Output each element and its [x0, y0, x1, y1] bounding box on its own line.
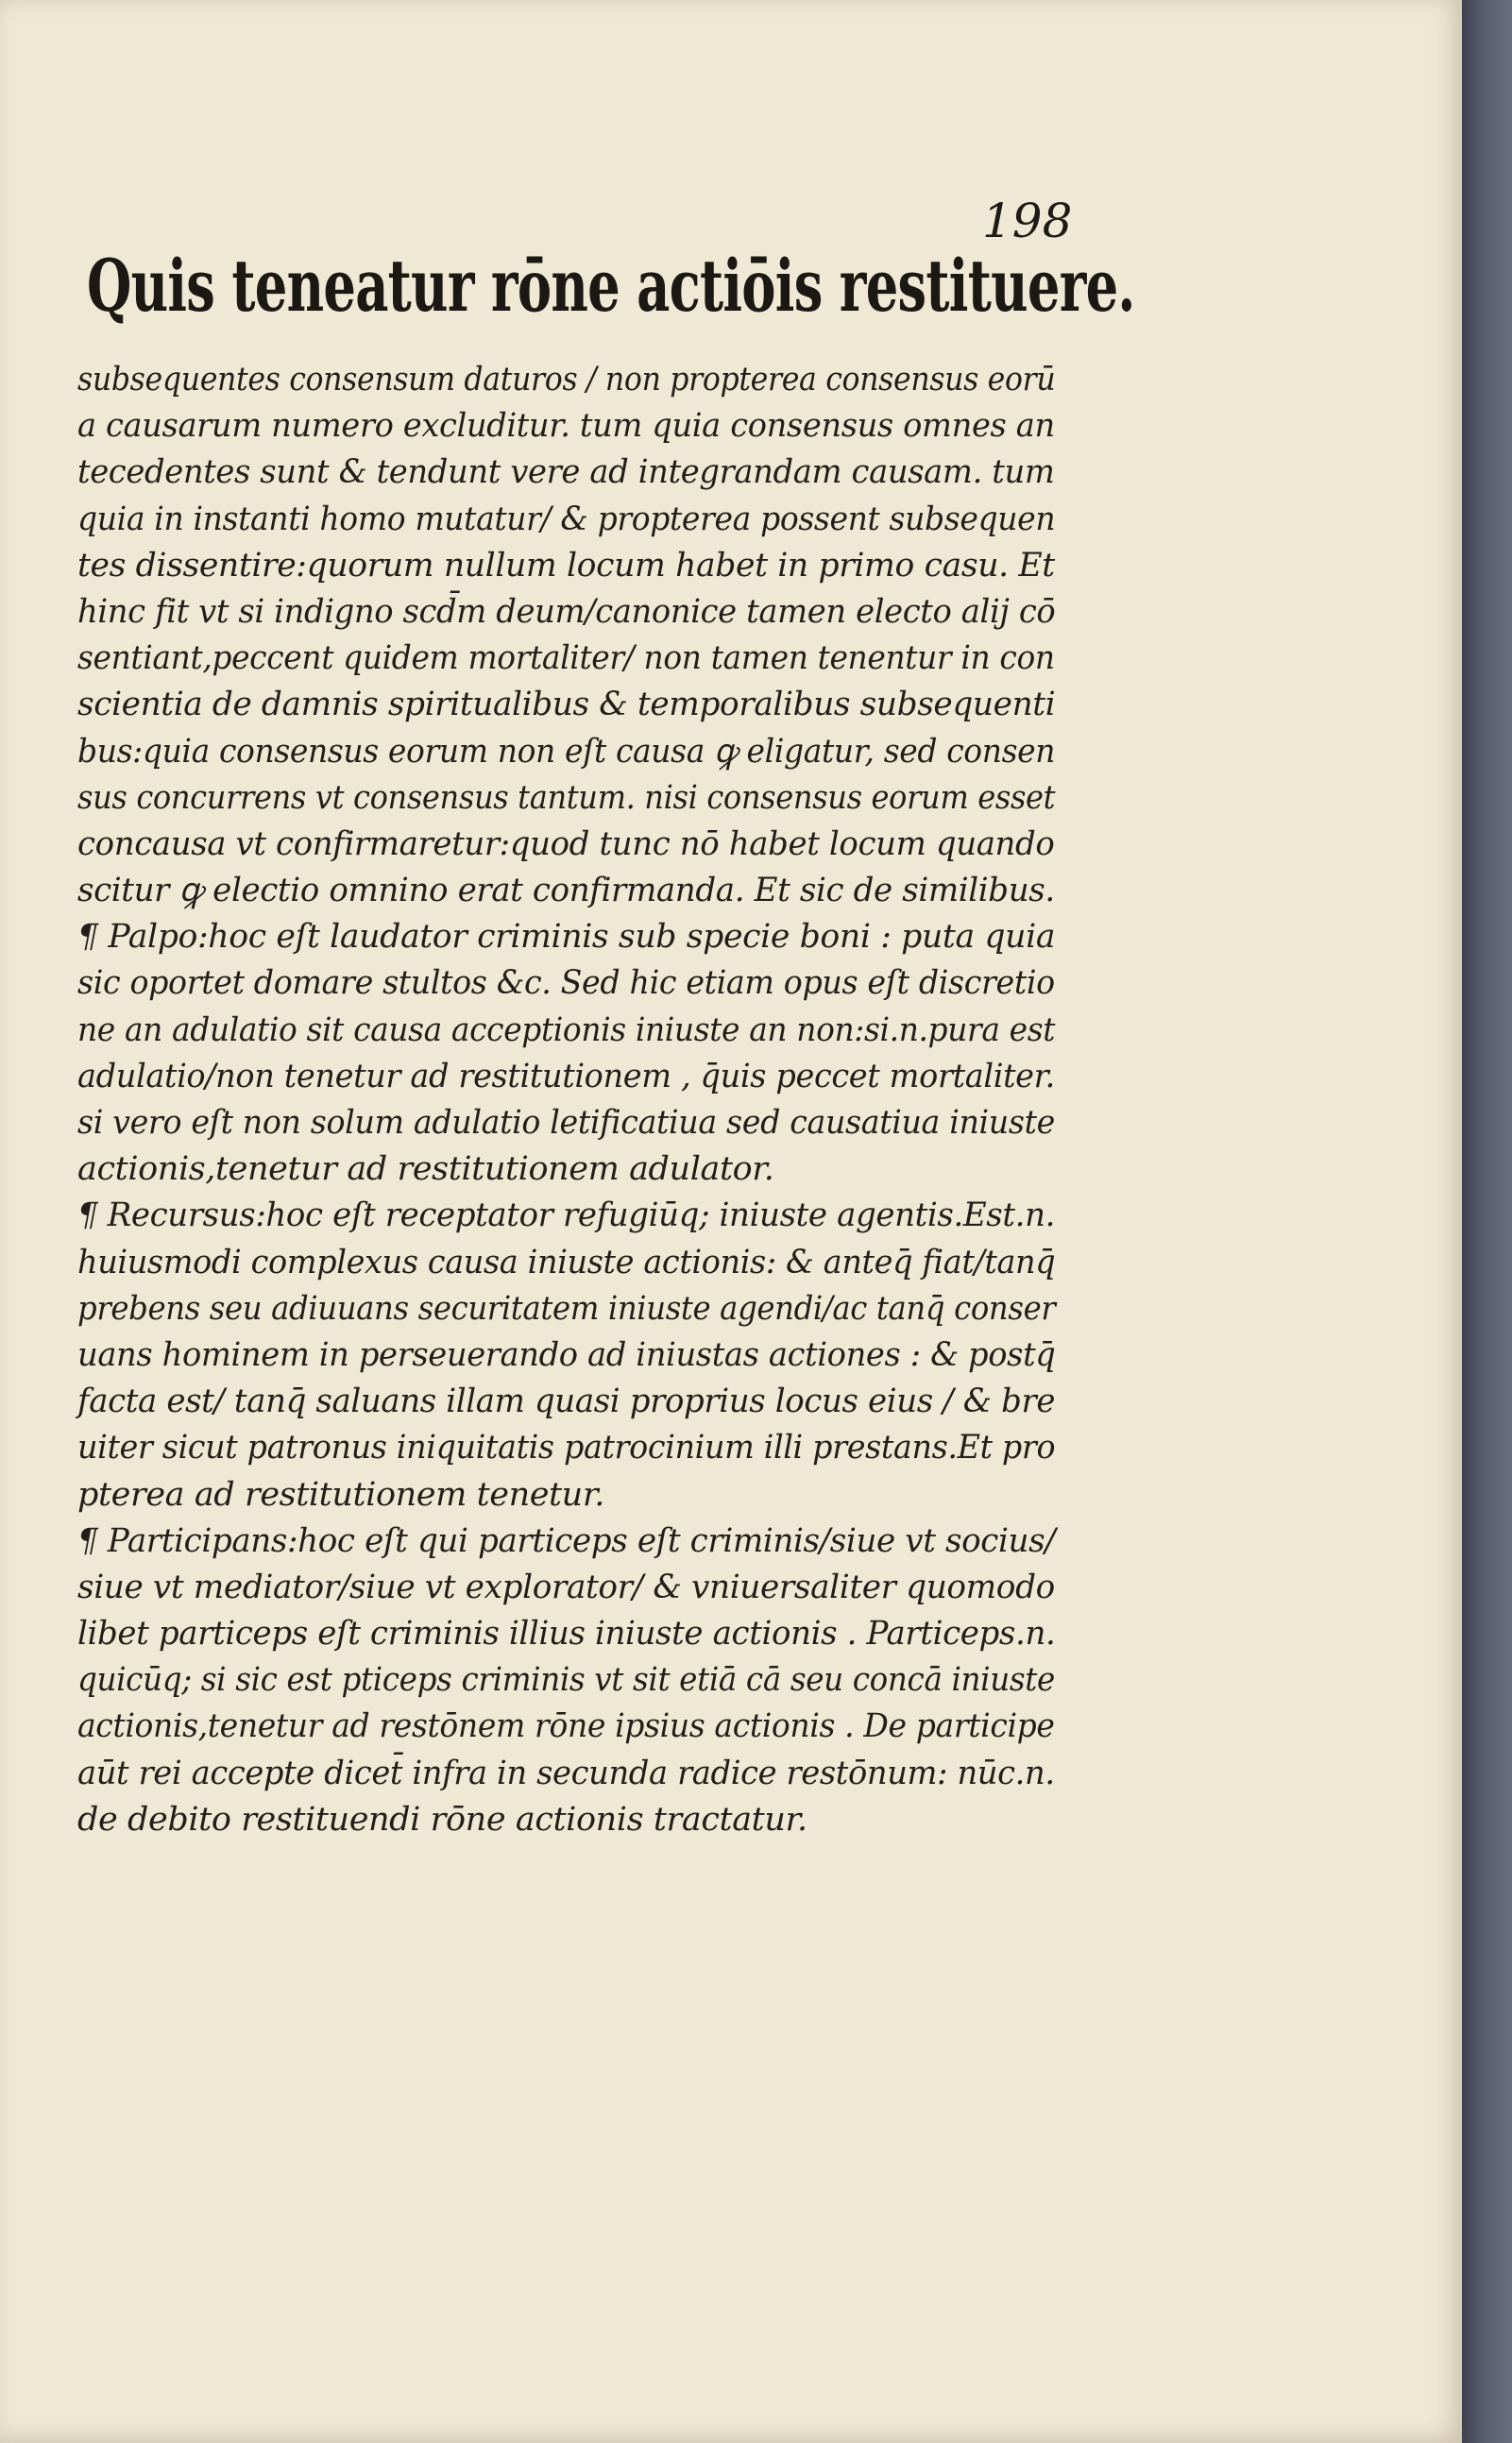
text-line: scitur ꝙ electio omnino erat confirmanda. Et sic de similibus. [77, 872, 1055, 910]
text-line: ne an adulatio sit causa acceptionis iniuste an non:si.n.pura est [77, 1010, 1056, 1049]
text-line: quicūq; si sic est pticeps criminis vt sit etiā cā seu concā iniuste [77, 1661, 1055, 1700]
text-line: siue vt mediator/siue vt explorator/ & vniuersaliter quomodo [77, 1568, 1055, 1606]
text-line: tes dissentire:quorum nullum locum habet in primo casu. Et [77, 546, 1055, 585]
text-line: hinc fit vt si indigno scd̄m deum/canonice tamen electo alij cō [77, 592, 1056, 631]
text-line: tecedentes sunt & tendunt vere ad integrandam causam. tum [77, 453, 1055, 492]
text-line: libet particeps eſt criminis illius iniuste actionis . Particeps.n. [77, 1615, 1056, 1654]
text-line: ¶ Recursus:hoc eſt receptator refugiūq; iniuste agentis.Est.n. [77, 1196, 1056, 1235]
text-line: ¶ Participans:hoc eſt qui particeps eſt criminis/siue vt socius/ [77, 1521, 1056, 1560]
text-line: ¶ Palpo:hoc eſt laudator criminis sub specie boni : puta quia [77, 918, 1056, 957]
text-line: si vero eſt non solum adulatio letificatiua sed causatiua iniuste [77, 1104, 1055, 1142]
text-line: concausa vt confirmaretur:quod tunc nō habet locum quando [77, 824, 1055, 863]
text-line: sus concurrens vt consensus tantum. nisi consensus eorum esset [77, 778, 1056, 817]
text-line: huiusmodi complexus causa iniuste actionis: & anteq̄ fiat/tanq̄ [77, 1243, 1056, 1281]
running-head: Quis teneatur rōne actiōis restituere. [87, 244, 1135, 328]
text-line: de debito restituendi rōne actionis tractatur. [77, 1800, 807, 1839]
text-line: actionis,tenetur ad restitutionem adulator. [77, 1150, 774, 1189]
text-line: subsequentes consensum daturos / non propterea consensus eorū [77, 361, 1056, 399]
text-line: bus:quia consensus eorum non eſt causa ꝙ eligatur, sed consen [77, 732, 1056, 771]
text-line: pterea ad restitutionem tenetur. [77, 1475, 605, 1514]
folio-number: 198 [982, 194, 1073, 248]
text-line: a causarum numero excluditur. tum quia consensus omnes an [77, 407, 1055, 446]
text-line: adulatio/non tenetur ad restitutionem , q̄uis peccet mortaliter. [77, 1057, 1055, 1095]
text-line: prebens seu adiuuans securitatem iniuste agendi/ac tanq̄ conser [77, 1289, 1056, 1328]
text-line: uiter sicut patronus iniquitatis patrocinium illi prestans.Et pro [77, 1429, 1056, 1467]
text-line: uans hominem in perseuerando ad iniustas actiones : & postq̄ [77, 1335, 1056, 1374]
text-line: actionis,tenetur ad restōnem rōne ipsius actionis . De participe [77, 1707, 1055, 1746]
text-block [77, 357, 1055, 1843]
text-line: sentiant,peccent quidem mortaliter/ non tamen tenentur in con [77, 639, 1055, 678]
text-line: scientia de damnis spiritualibus & temporalibus subsequenti [77, 686, 1056, 724]
text-line: facta est/ tanq̄ saluans illam quasi proprius locus eius / & bre [77, 1383, 1056, 1421]
text-line: aūt rei accepte dicet̄ infra in secunda radice restōnum: nūc.n. [77, 1754, 1055, 1792]
page-edge-shadow [1462, 0, 1512, 2443]
text-line: sic oportet domare stultos &c. Sed hic etiam opus eſt discretio [77, 964, 1055, 1003]
text-line: quia in instanti homo mutatur/ & propterea possent subsequen [77, 500, 1056, 538]
